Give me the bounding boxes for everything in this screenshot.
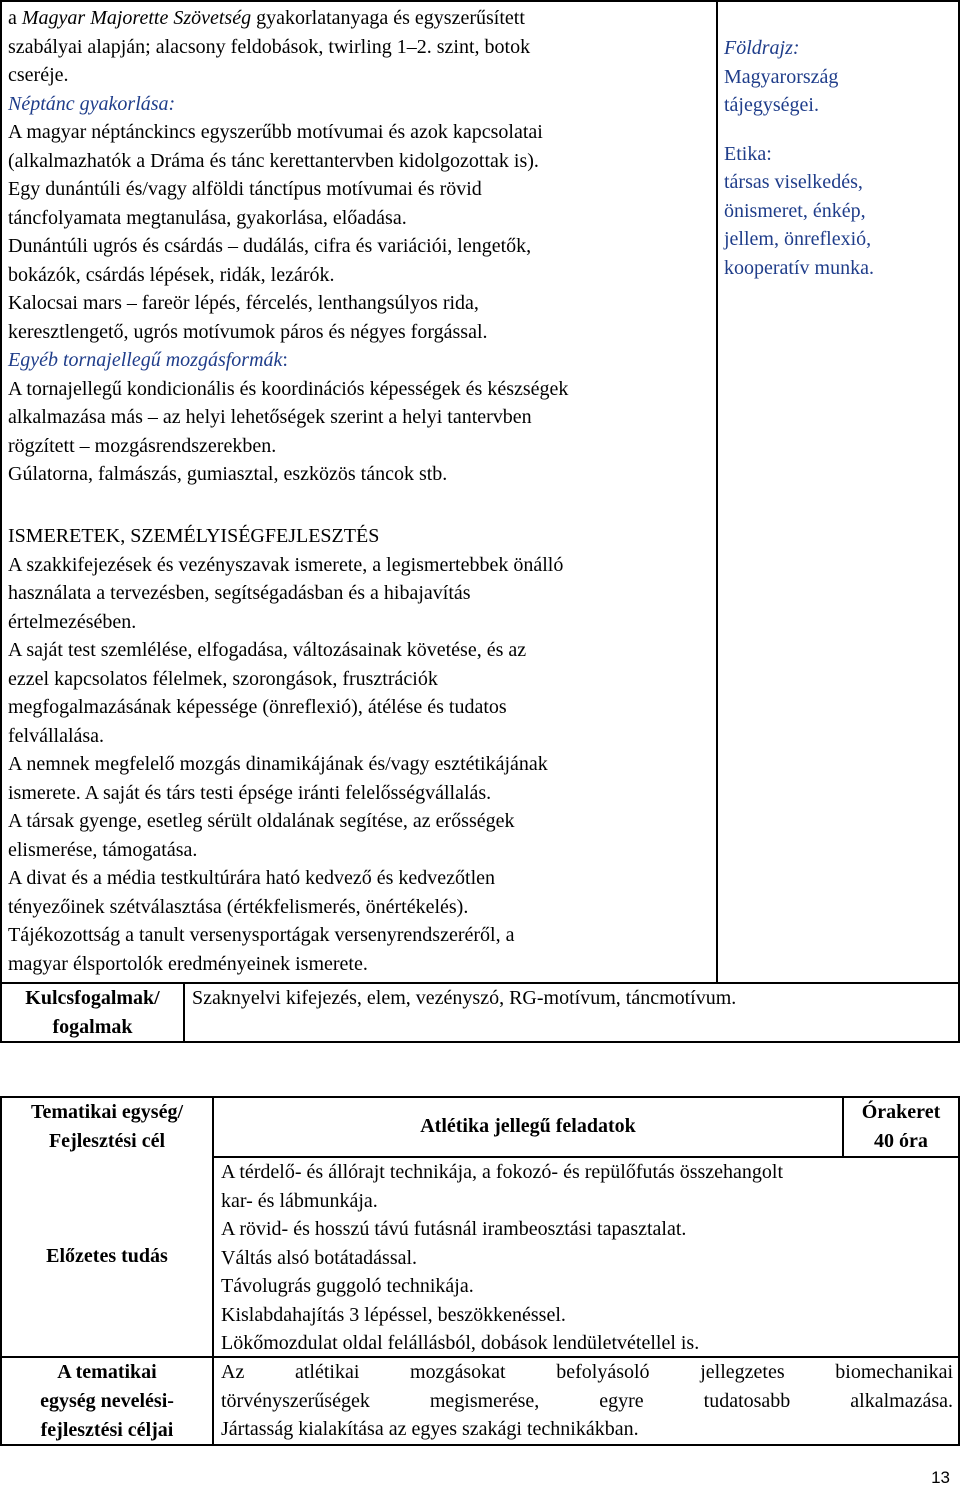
knowledge-line: használata a tervezésben, segítségadásban és a hibajavítás bbox=[8, 582, 471, 604]
folk-line: keresztlengető, ugrós motívumok páros és négyes forgással. bbox=[8, 320, 488, 343]
knowledge-line: A divat és a média testkultúrára ható kedvező és kedvezőtlen bbox=[8, 867, 496, 889]
goals-label-line: egység nevelési- bbox=[40, 1390, 174, 1412]
unit-title: Atlétika jellegű feladatok bbox=[420, 1115, 636, 1137]
majorette-line-3: cseréje. bbox=[8, 64, 69, 86]
knowledge-line: ezzel kapcsolatos félelmek, szorongások, frusztrációk bbox=[8, 667, 438, 690]
folk-line: bokázók, csárdás lépések, ridák, lezárók. bbox=[8, 263, 335, 286]
prior-line: A rövid- és hosszú távú futásnál irambeosztási tapasztalat. bbox=[221, 1218, 687, 1240]
prior-knowledge-content bbox=[221, 1158, 953, 1358]
knowledge-line: Tájékozottság a tanult versenysportágak versenyrendszeréről, a bbox=[8, 924, 515, 946]
goals-label bbox=[2, 1358, 212, 1445]
top-table-column-divider bbox=[716, 0, 718, 498]
folk-line: Kalocsai mars – fareör lépés, fércelés, lenthangsúlyos rida, bbox=[8, 292, 479, 314]
cross-curricular-column bbox=[724, 34, 956, 282]
knowledge-line: A saját test szemlélése, elfogadása, változásainak követése, és az bbox=[8, 639, 527, 661]
unit-header-label bbox=[2, 1098, 212, 1156]
gym-heading-colon: : bbox=[282, 349, 288, 371]
key-concepts-label-line: Kulcsfogalmak/ bbox=[25, 987, 160, 1009]
gym-line: Gúlatorna, falmászás, gumiasztal, eszközös táncok stb. bbox=[8, 463, 448, 485]
activities-section bbox=[8, 4, 713, 489]
prior-line: Lökőmozdulat oldal felállásból, dobások lendületvétellel is. bbox=[221, 1332, 700, 1354]
folk-dance-heading: Néptánc gyakorlása: bbox=[8, 92, 176, 115]
ethics-line: kooperatív munka. bbox=[724, 256, 874, 279]
folk-line: A magyar néptánckincs egyszerűbb motívumai és azok kapcsolatai bbox=[8, 121, 543, 143]
geography-line: Magyarország bbox=[724, 65, 839, 88]
prior-line: Váltás alsó botátadással. bbox=[221, 1246, 418, 1269]
key-concepts-label bbox=[2, 984, 183, 1041]
knowledge-line: A szakkifejezések és vezényszavak ismerete, a legismertebbek önálló bbox=[8, 553, 564, 576]
goals-content bbox=[221, 1358, 953, 1444]
goals-line: Az atlétikai mozgásokat befolyásoló jellegzetes biomechanikai bbox=[221, 1361, 953, 1383]
folk-line: (alkalmazhatók a Dráma és tánc kerettantervben kidolgozottak is). bbox=[8, 149, 539, 172]
ethics-line: jellem, önreflexió, bbox=[724, 228, 872, 250]
knowledge-line: tényezőinek szétválasztása (értékfelismerés, önértékelés). bbox=[8, 895, 469, 918]
time-frame bbox=[844, 1098, 958, 1156]
folk-line: Dunántúli ugrós és csárdás – dudálás, cifra és variációi, lengetők, bbox=[8, 235, 532, 257]
top-table-column-divider-lower bbox=[716, 498, 718, 982]
gym-line: alkalmazása más – az helyi lehetőségek szerint a helyi tantervben bbox=[8, 406, 532, 428]
top-table-bottom-border bbox=[0, 1041, 960, 1043]
gym-heading-line bbox=[8, 346, 713, 375]
prior-line: A térdelő- és állórajt technikája, a fokozó- és repülőfutás összehangolt bbox=[221, 1161, 784, 1183]
knowledge-section bbox=[8, 522, 713, 978]
goals-line: törvényszerűségek megismerése, egyre tudatosabb alkalmazása. bbox=[221, 1389, 953, 1412]
key-concepts-divider bbox=[183, 982, 185, 1043]
gym-heading: Egyéb tornajellegű mozgásformák bbox=[8, 349, 283, 371]
knowledge-line: magyar élsportolók eredményeinek ismerete. bbox=[8, 952, 368, 975]
knowledge-line: értelmezésében. bbox=[8, 610, 137, 633]
folk-line: táncfolyamata megtanulása, gyakorlása, előadása. bbox=[8, 206, 407, 229]
knowledge-line: megfogalmazásának képessége (önreflexió), átélése és tudatos bbox=[8, 696, 507, 718]
goals-label-line: A tematikai bbox=[57, 1361, 157, 1383]
top-table-left-border bbox=[0, 0, 2, 1043]
ethics-line: önismeret, énkép, bbox=[724, 199, 866, 222]
knowledge-line: A társak gyenge, esetleg sérült oldalának segítése, az erősségek bbox=[8, 810, 515, 832]
ethics-heading: Etika: bbox=[724, 142, 772, 165]
folk-line: Egy dunántúli és/vagy alföldi tánctípus motívumai és rövid bbox=[8, 178, 482, 200]
key-concepts-label-line: fogalmak bbox=[52, 1015, 133, 1038]
unit-header-label-line: Fejlesztési cél bbox=[48, 1130, 166, 1152]
key-concepts-value: Szaknyelvi kifejezés, elem, vezényszó, RG-motívum, táncmotívum. bbox=[192, 987, 737, 1009]
knowledge-line: felvállalása. bbox=[8, 724, 105, 747]
bottom-table-label-divider bbox=[212, 1096, 214, 1446]
geography-line: tájegységei. bbox=[724, 94, 819, 116]
gym-line: rögzített – mozgásrendszerekben. bbox=[8, 434, 277, 457]
page-number: 13 bbox=[931, 1467, 950, 1487]
unit-header-label-line: Tematikai egység/ bbox=[30, 1101, 184, 1123]
majorette-line-1: a Magyar Majorette Szövetség gyakorlatanyaga és egyszerűsített bbox=[8, 7, 525, 29]
knowledge-line: ismerete. A saját és társ testi épsége iránti felelősségvállalás. bbox=[8, 781, 492, 804]
majorette-org-name: Magyar Majorette Szövetség bbox=[21, 7, 252, 29]
gym-line: A tornajellegű kondicionális és koordinációs képességek és készségek bbox=[8, 377, 569, 400]
knowledge-line: A nemnek megfelelő mozgás dinamikájának és/vagy esztétikájának bbox=[8, 753, 548, 775]
majorette-line-2: szabályai alapján; alacsony feldobások, twirling 1–2. szint, botok bbox=[8, 35, 531, 58]
prior-line: Kislabdahajítás 3 lépéssel, beszökkenéssel. bbox=[221, 1303, 566, 1326]
knowledge-line: elismerése, támogatása. bbox=[8, 838, 198, 861]
geography-heading: Földrajz: bbox=[724, 37, 800, 59]
ethics-line: társas viselkedés, bbox=[724, 171, 863, 193]
top-table-top-border bbox=[0, 0, 960, 2]
prior-knowledge-label: Előzetes tudás bbox=[46, 1245, 168, 1267]
knowledge-heading: ISMERETEK, SZEMÉLYISÉGFEJLESZTÉS bbox=[8, 525, 380, 547]
prior-line: kar- és lábmunkája. bbox=[221, 1189, 378, 1212]
time-frame-label: Órakeret bbox=[861, 1101, 941, 1123]
goals-line: Jártasság kialakítása az egyes szakági technikákban. bbox=[221, 1418, 639, 1440]
time-frame-value: 40 óra bbox=[874, 1130, 928, 1152]
goals-label-line: fejlesztési céljai bbox=[40, 1419, 174, 1441]
prior-line: Távolugrás guggoló technikája. bbox=[221, 1275, 474, 1297]
